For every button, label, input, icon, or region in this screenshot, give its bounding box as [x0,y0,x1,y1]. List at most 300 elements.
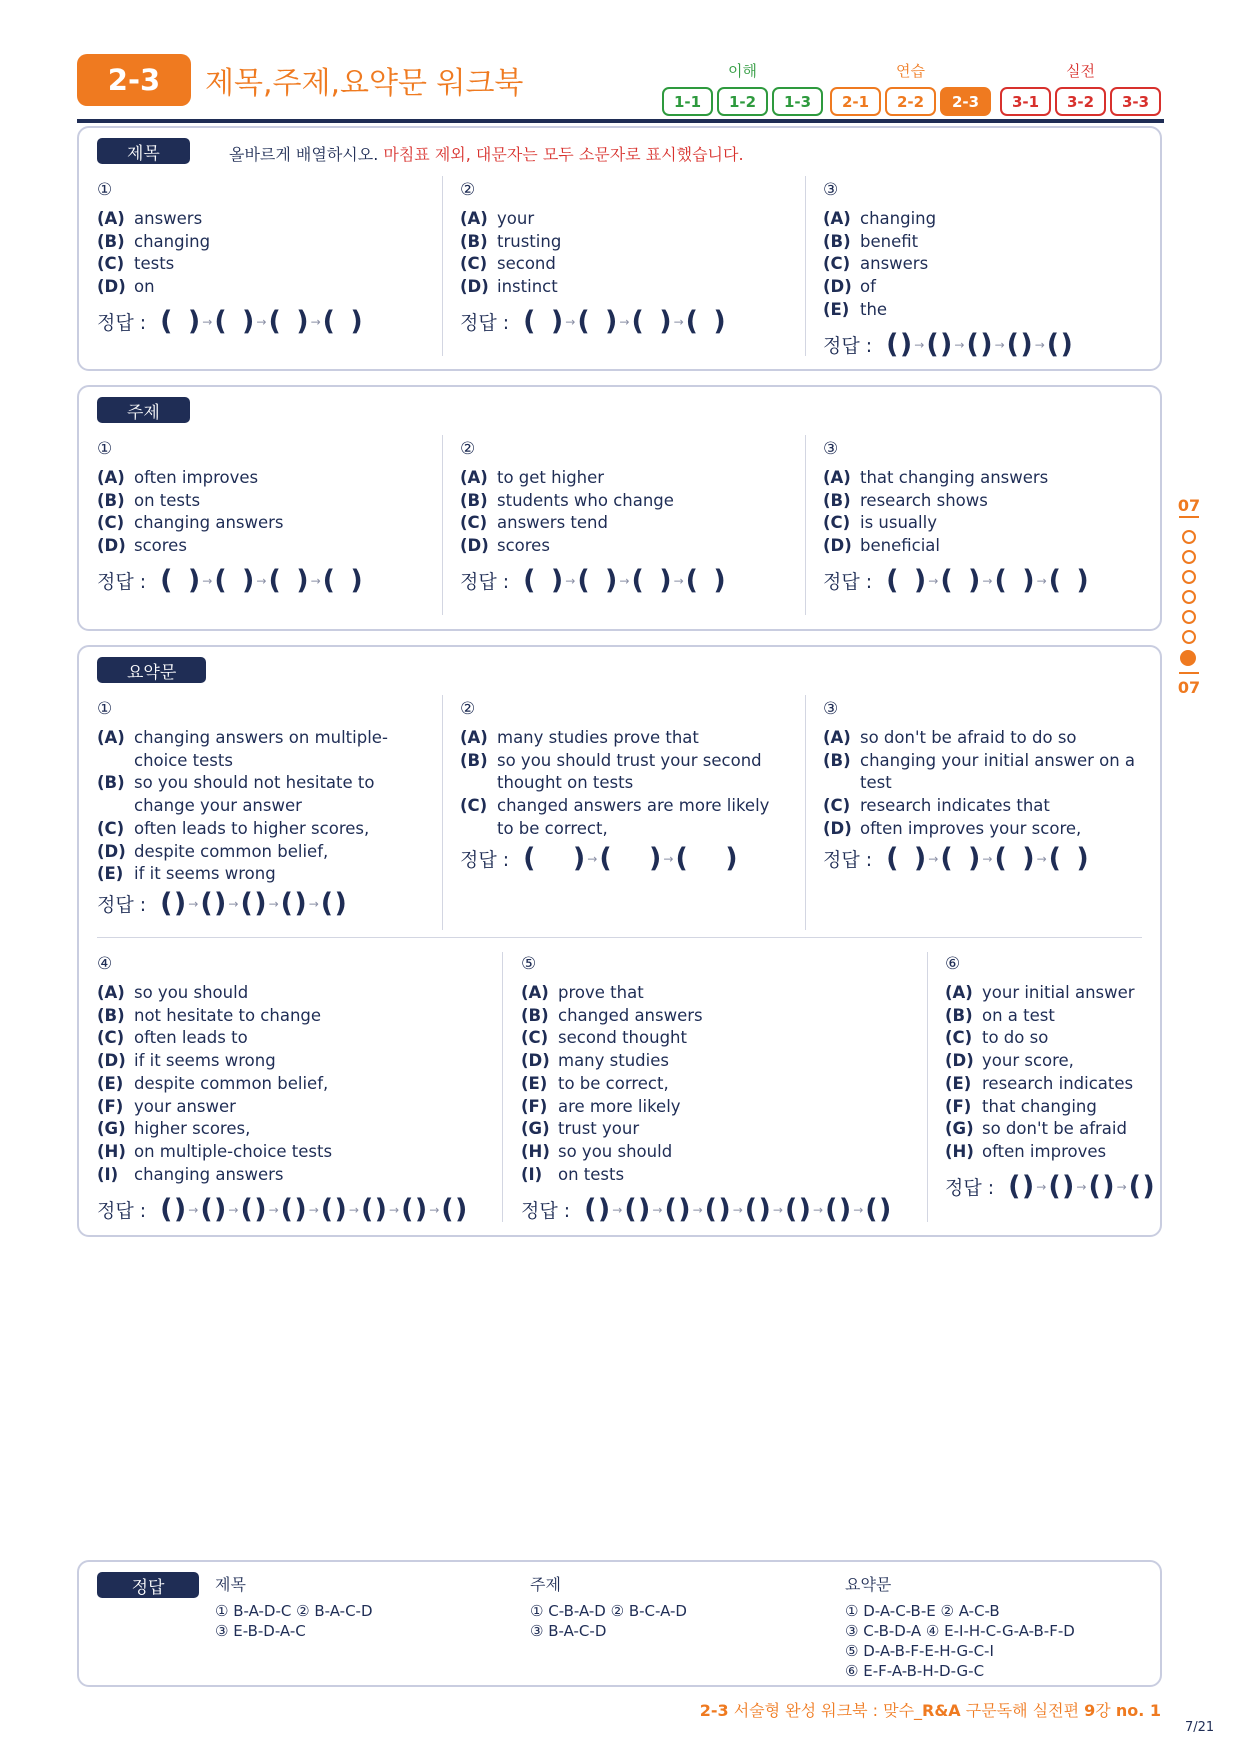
option-item [945,1073,1145,1096]
option-item [945,1050,1145,1073]
option-letter: (H) [521,1141,550,1161]
answer-label: 정답 : [521,1200,571,1222]
arrow-icon: → [928,851,939,866]
option-letter: (F) [945,1096,972,1116]
option-item [823,299,1153,322]
option-text: research shows [860,490,988,510]
option-text: often leads to higher scores, [134,818,370,838]
answer-label: 정답 : [823,335,873,357]
answer-blank[interactable]: ( ) [584,1194,611,1225]
question-number: ① [97,439,113,459]
answer-blank[interactable]: ( ) [599,843,662,874]
question-number: ③ [823,439,839,459]
arrow-icon: → [982,573,993,588]
option-item [945,1118,1145,1141]
arrow-icon: → [673,573,684,588]
option-item [823,208,1153,231]
answer-key-line: ⑤ D-A-B-F-E-H-G-C-I [845,1642,994,1660]
level-pill-3-1[interactable]: 3-1 [1000,87,1051,116]
option-item [460,276,790,299]
answer-row[interactable] [823,843,1089,874]
arrow-icon: → [1076,1179,1087,1194]
option-text: often improves your score, [860,818,1082,838]
option-text: so don't be afraid to do so [860,728,1077,747]
question-number: ⑤ [521,954,537,974]
summary-question-6 [945,954,1145,1164]
option-letter: (D) [823,277,852,297]
level-label: 실전 [1066,62,1095,80]
option-item [97,1164,487,1187]
question-number: ① [97,699,113,719]
option-letter: (A) [460,468,488,487]
option-text: to be correct, [558,1073,669,1093]
level-group-understand [662,60,823,116]
answer-row[interactable] [823,329,1073,360]
option-text: many studies [558,1051,669,1071]
answer-blank[interactable]: ( ) [631,306,672,337]
answer-blank[interactable]: ( ) [704,1194,731,1225]
answer-blank[interactable]: ( ) [886,329,913,360]
instruction-note: 마침표 제외, 대문자는 모두 소문자로 표시했습니다. [378,145,744,164]
option-item [521,1073,911,1096]
answer-blank[interactable]: ( ) [160,888,187,919]
option-letter: (A) [97,468,125,487]
option-text: your score, [982,1051,1074,1071]
question-number: ③ [823,699,839,719]
answer-blank[interactable]: ( ) [214,565,255,596]
answer-blank[interactable]: ( ) [160,306,201,337]
arrow-icon: → [692,1202,703,1217]
column-divider [442,176,443,356]
answer-blank[interactable]: ( ) [1048,1171,1075,1202]
arrow-icon: → [914,337,925,352]
option-text: changed answers are more likely to be correct, [497,796,770,838]
option-letter: (D) [97,277,126,297]
answer-blank[interactable]: ( ) [825,1194,852,1225]
arrow-icon: → [772,1202,783,1217]
answer-blank[interactable]: ( ) [441,1194,468,1225]
answer-blank[interactable]: ( ) [1008,1171,1035,1202]
footer-brand: R&A [922,1701,961,1720]
answer-blank[interactable]: ( ) [214,306,255,337]
answer-label: 정답 : [823,849,873,871]
option-text: so don't be afraid [982,1119,1127,1139]
level-pill-1-1[interactable]: 1-1 [662,87,713,116]
answer-key-head: 요약문 [845,1575,892,1594]
option-letter: (C) [97,818,125,838]
level-pill-3-2[interactable]: 3-2 [1055,87,1106,116]
row-divider [97,937,1142,938]
option-letter: (A) [97,983,125,1002]
arrow-icon: → [202,573,213,588]
option-letter: (B) [460,750,488,770]
option-text: on [134,277,155,297]
option-letter: (A) [460,209,488,228]
instruction-text: 올바르게 배열하시오. [229,145,379,164]
option-item [97,512,427,535]
arrow-icon: → [348,1202,359,1217]
option-text: changed answers [558,1005,703,1025]
progress-dot [1182,530,1196,544]
answer-blank[interactable]: ( ) [523,843,586,874]
arrow-icon: → [954,337,965,352]
answer-blank[interactable]: ( ) [268,306,309,337]
option-text: so you should trust your second thought on tests [497,750,762,793]
option-letter: (C) [97,513,125,533]
arrow-icon: → [1034,337,1045,352]
answer-blank[interactable]: ( ) [624,1194,651,1225]
option-text: research indicates that [860,796,1050,816]
option-letter: (A) [945,983,973,1002]
footer-no: no. 1 [1115,1701,1161,1720]
option-item [823,253,1153,276]
answer-blank[interactable]: ( ) [322,565,363,596]
answer-row[interactable] [521,1194,891,1225]
option-text: second thought [558,1028,687,1048]
option-text: students who change [497,490,674,510]
answer-row[interactable] [460,843,738,874]
option-item [97,253,427,276]
option-letter: (B) [823,231,851,251]
answer-key-section [77,1560,1162,1687]
answer-blank[interactable]: ( ) [240,1194,267,1225]
level-group-practice [830,60,991,116]
option-item [945,1141,1145,1164]
option-letter: (A) [823,468,851,487]
option-letter: (F) [521,1096,548,1116]
option-text: so you should [134,983,249,1002]
footer-code: 2-3 [699,1701,729,1720]
option-text: to get higher [497,468,605,487]
option-item [460,253,790,276]
footer-lesson: 9 [1084,1701,1096,1720]
arrow-icon: → [310,573,321,588]
arrow-icon: → [732,1202,743,1217]
option-text: tests [134,254,175,274]
arrow-icon: → [982,851,993,866]
option-letter: (B) [97,773,125,793]
answer-blank[interactable]: ( ) [966,329,993,360]
answer-blank[interactable]: ( ) [744,1194,771,1225]
answer-blank[interactable]: ( ) [664,1194,691,1225]
option-letter: (B) [97,1005,125,1025]
option-text: are more likely [558,1096,681,1116]
option-text: prove that [558,983,644,1002]
option-text: that changing answers [860,468,1049,487]
option-item [460,535,790,558]
option-text: changing answers [134,1164,284,1184]
answer-row[interactable] [97,1194,467,1225]
answer-blank[interactable]: ( ) [1048,565,1089,596]
answer-row[interactable] [460,565,726,596]
title-section [77,126,1162,371]
arrow-icon: → [256,314,267,329]
answer-row[interactable] [97,888,347,919]
option-item [823,276,1153,299]
option-item [945,1005,1145,1028]
option-item [823,467,1153,490]
option-item [97,1141,487,1164]
answer-blank[interactable]: ( ) [631,565,672,596]
option-item [945,1027,1145,1050]
question-number: ④ [97,954,113,974]
answer-blank[interactable]: ( ) [1046,329,1073,360]
answer-label: 정답 : [460,849,510,871]
footer-text: 강 [1095,1701,1116,1720]
arrow-icon: → [1036,1179,1047,1194]
footer-text: 구문독해 실전편 [960,1701,1085,1720]
answer-blank[interactable]: ( ) [160,1194,187,1225]
option-text: despite common belief, [134,841,329,861]
answer-blank[interactable]: ( ) [401,1194,428,1225]
arrow-icon: → [612,1202,623,1217]
answer-blank[interactable]: ( ) [523,306,564,337]
option-item [460,795,790,840]
option-item [97,467,427,490]
arrow-icon: → [1036,573,1047,588]
answer-blank[interactable]: ( ) [940,843,981,874]
level-pill-3-3[interactable]: 3-3 [1110,87,1161,116]
arrow-icon: → [1116,1179,1127,1194]
answer-row[interactable] [460,306,726,337]
side-tab-line [1179,516,1199,518]
progress-dot-active [1180,650,1196,666]
answer-blank[interactable]: ( ) [280,888,307,919]
answer-blank[interactable]: ( ) [360,1194,388,1225]
answer-label: 정답 : [945,1177,995,1199]
answer-blank[interactable]: ( ) [320,888,347,919]
option-item [521,1164,911,1187]
arrow-icon: → [619,573,630,588]
level-group-real [1000,60,1161,116]
arrow-icon: → [429,1202,440,1217]
answer-key-line: ① C-B-A-D ② B-C-A-D [530,1602,687,1620]
arrow-icon: → [202,314,213,329]
option-text: answers tend [497,513,608,533]
option-text: on a test [982,1005,1055,1025]
option-text: changing answers [134,513,284,533]
option-letter: (E) [823,299,850,319]
level-pill-1-3[interactable]: 1-3 [772,87,823,116]
arrow-icon: → [652,1202,663,1217]
page-title: 제목,주제,요약문 워크북 [205,66,524,101]
arrow-icon: → [308,1202,319,1217]
answer-blank[interactable]: ( ) [1048,843,1089,874]
option-letter: (B) [460,231,488,251]
option-item [97,490,427,513]
option-text: on tests [558,1164,625,1184]
title-question-3 [823,180,1153,322]
option-item [521,1050,911,1073]
column-divider [502,952,503,1222]
arrow-icon: → [268,1202,279,1217]
level-pill-2-3[interactable]: 2-3 [940,87,991,116]
option-text: often leads to [134,1028,248,1048]
option-item [460,490,790,513]
answer-row[interactable] [97,306,363,337]
option-letter: (D) [823,818,852,838]
column-divider [927,952,928,1222]
answer-row[interactable] [945,1171,1155,1202]
summary-question-2 [460,699,790,841]
option-text: changing [860,209,937,228]
option-item [97,727,427,772]
answer-blank[interactable]: ( ) [1006,329,1033,360]
progress-dot [1182,550,1196,564]
arrow-icon: → [308,896,319,911]
option-letter: (D) [97,841,126,861]
level-pill-1-2[interactable]: 1-2 [717,87,768,116]
option-letter: (E) [97,1073,124,1093]
answer-blank[interactable]: ( ) [675,843,738,874]
arrow-icon: → [928,573,939,588]
answer-blank[interactable]: ( ) [940,565,981,596]
progress-dot [1182,630,1196,644]
answer-blank[interactable]: ( ) [577,565,618,596]
option-item [521,1141,911,1164]
option-letter: (I) [97,1164,119,1184]
summary-section [77,645,1162,1237]
option-item [945,982,1145,1005]
question-number: ⑥ [945,954,961,974]
answer-blank[interactable]: ( ) [200,1194,227,1225]
option-letter: (C) [97,1028,125,1048]
option-text: despite common belief, [134,1073,329,1093]
option-letter: (C) [521,1028,549,1048]
answer-blank[interactable]: ( ) [268,565,309,596]
option-text: many studies prove that [497,728,699,747]
arrow-icon: → [619,314,630,329]
level-pill-2-1[interactable]: 2-1 [830,87,881,116]
answer-blank[interactable]: ( ) [200,888,227,919]
progress-dot [1182,590,1196,604]
arrow-icon: → [587,851,598,866]
option-text: benefit [860,231,919,251]
option-text: higher scores, [134,1119,251,1139]
option-letter: (C) [823,254,851,274]
option-text: changing answers on multiple-choice tests [134,728,388,770]
option-text: is usually [860,513,937,533]
option-item [823,535,1153,558]
option-text: instinct [497,277,558,297]
progress-dot [1182,610,1196,624]
answer-blank[interactable]: ( ) [994,565,1035,596]
answer-row[interactable] [823,565,1089,596]
option-letter: (B) [823,490,851,510]
option-item [460,208,790,231]
option-item [460,467,790,490]
option-letter: (A) [521,983,549,1002]
option-letter: (D) [97,1051,126,1071]
answer-blank[interactable]: ( ) [523,565,564,596]
option-text: scores [497,536,550,556]
option-text: second [497,254,556,274]
topic-question-1 [97,439,427,558]
arrow-icon: → [228,896,239,911]
column-divider [442,435,443,615]
summary-question-3 [823,699,1153,841]
arrow-icon: → [673,314,684,329]
option-item [97,535,427,558]
option-text: answers [134,209,203,228]
option-letter: (B) [460,490,488,510]
answer-blank[interactable]: ( ) [240,888,267,919]
answer-blank[interactable]: ( ) [865,1194,892,1225]
arrow-icon: → [853,1202,864,1217]
answer-key-line: ① B-A-D-C ② B-A-C-D [215,1602,373,1620]
answer-blank[interactable]: ( ) [577,306,618,337]
answer-blank[interactable]: ( ) [784,1194,812,1225]
option-item [97,772,427,817]
summary-question-4 [97,954,487,1186]
arrow-icon: → [188,1202,199,1217]
answer-blank[interactable]: ( ) [160,565,201,596]
answer-key-line: ③ B-A-C-D [530,1622,607,1640]
answer-blank[interactable]: ( ) [685,565,726,596]
option-text: often improves [134,468,259,487]
section-tag-summary: 요약문 [97,657,206,683]
option-letter: (A) [823,209,851,228]
answer-blank[interactable]: ( ) [320,1194,347,1225]
answer-blank[interactable]: ( ) [926,329,953,360]
section-tag-topic: 주제 [97,397,190,423]
side-tab-number-top: 07 [1177,496,1201,515]
option-letter: (E) [521,1073,548,1093]
option-letter: (C) [823,513,851,533]
option-letter: (D) [521,1051,550,1071]
option-letter: (A) [97,728,125,747]
answer-blank[interactable]: ( ) [886,843,927,874]
option-letter: (A) [460,728,488,747]
answer-blank[interactable]: ( ) [994,843,1035,874]
answer-blank[interactable]: ( ) [322,306,363,337]
option-item [823,231,1153,254]
option-item [97,818,427,841]
option-text: your [497,209,535,228]
level-label: 이해 [728,62,757,80]
answer-blank[interactable]: ( ) [280,1194,307,1225]
answer-blank[interactable]: ( ) [1128,1171,1155,1202]
option-letter: (D) [97,536,126,556]
answer-label: 정답 : [97,1200,147,1222]
option-item [823,490,1153,513]
option-letter: (B) [97,490,125,510]
option-item [97,208,427,231]
option-item [97,1118,487,1141]
option-item [97,863,427,886]
option-text: on tests [134,490,201,510]
option-item [97,1005,487,1028]
side-tab-line [1179,672,1199,674]
option-letter: (B) [945,1005,973,1025]
answer-row[interactable] [97,565,363,596]
option-item [97,1073,487,1096]
option-item [521,1096,911,1119]
option-text: changing your initial answer on a test [860,750,1136,793]
answer-blank[interactable]: ( ) [1088,1171,1115,1202]
option-letter: (E) [97,864,124,884]
level-pill-2-2[interactable]: 2-2 [885,87,936,116]
answer-blank[interactable]: ( ) [886,565,927,596]
option-text: not hesitate to change [134,1005,322,1025]
column-divider [442,695,443,930]
answer-blank[interactable]: ( ) [685,306,726,337]
option-text: answers [860,254,929,274]
arrow-icon: → [565,573,576,588]
arrow-icon: → [188,896,199,911]
answer-key-line: ⑥ E-F-A-B-H-D-G-C [845,1662,985,1680]
question-number: ② [460,439,476,459]
